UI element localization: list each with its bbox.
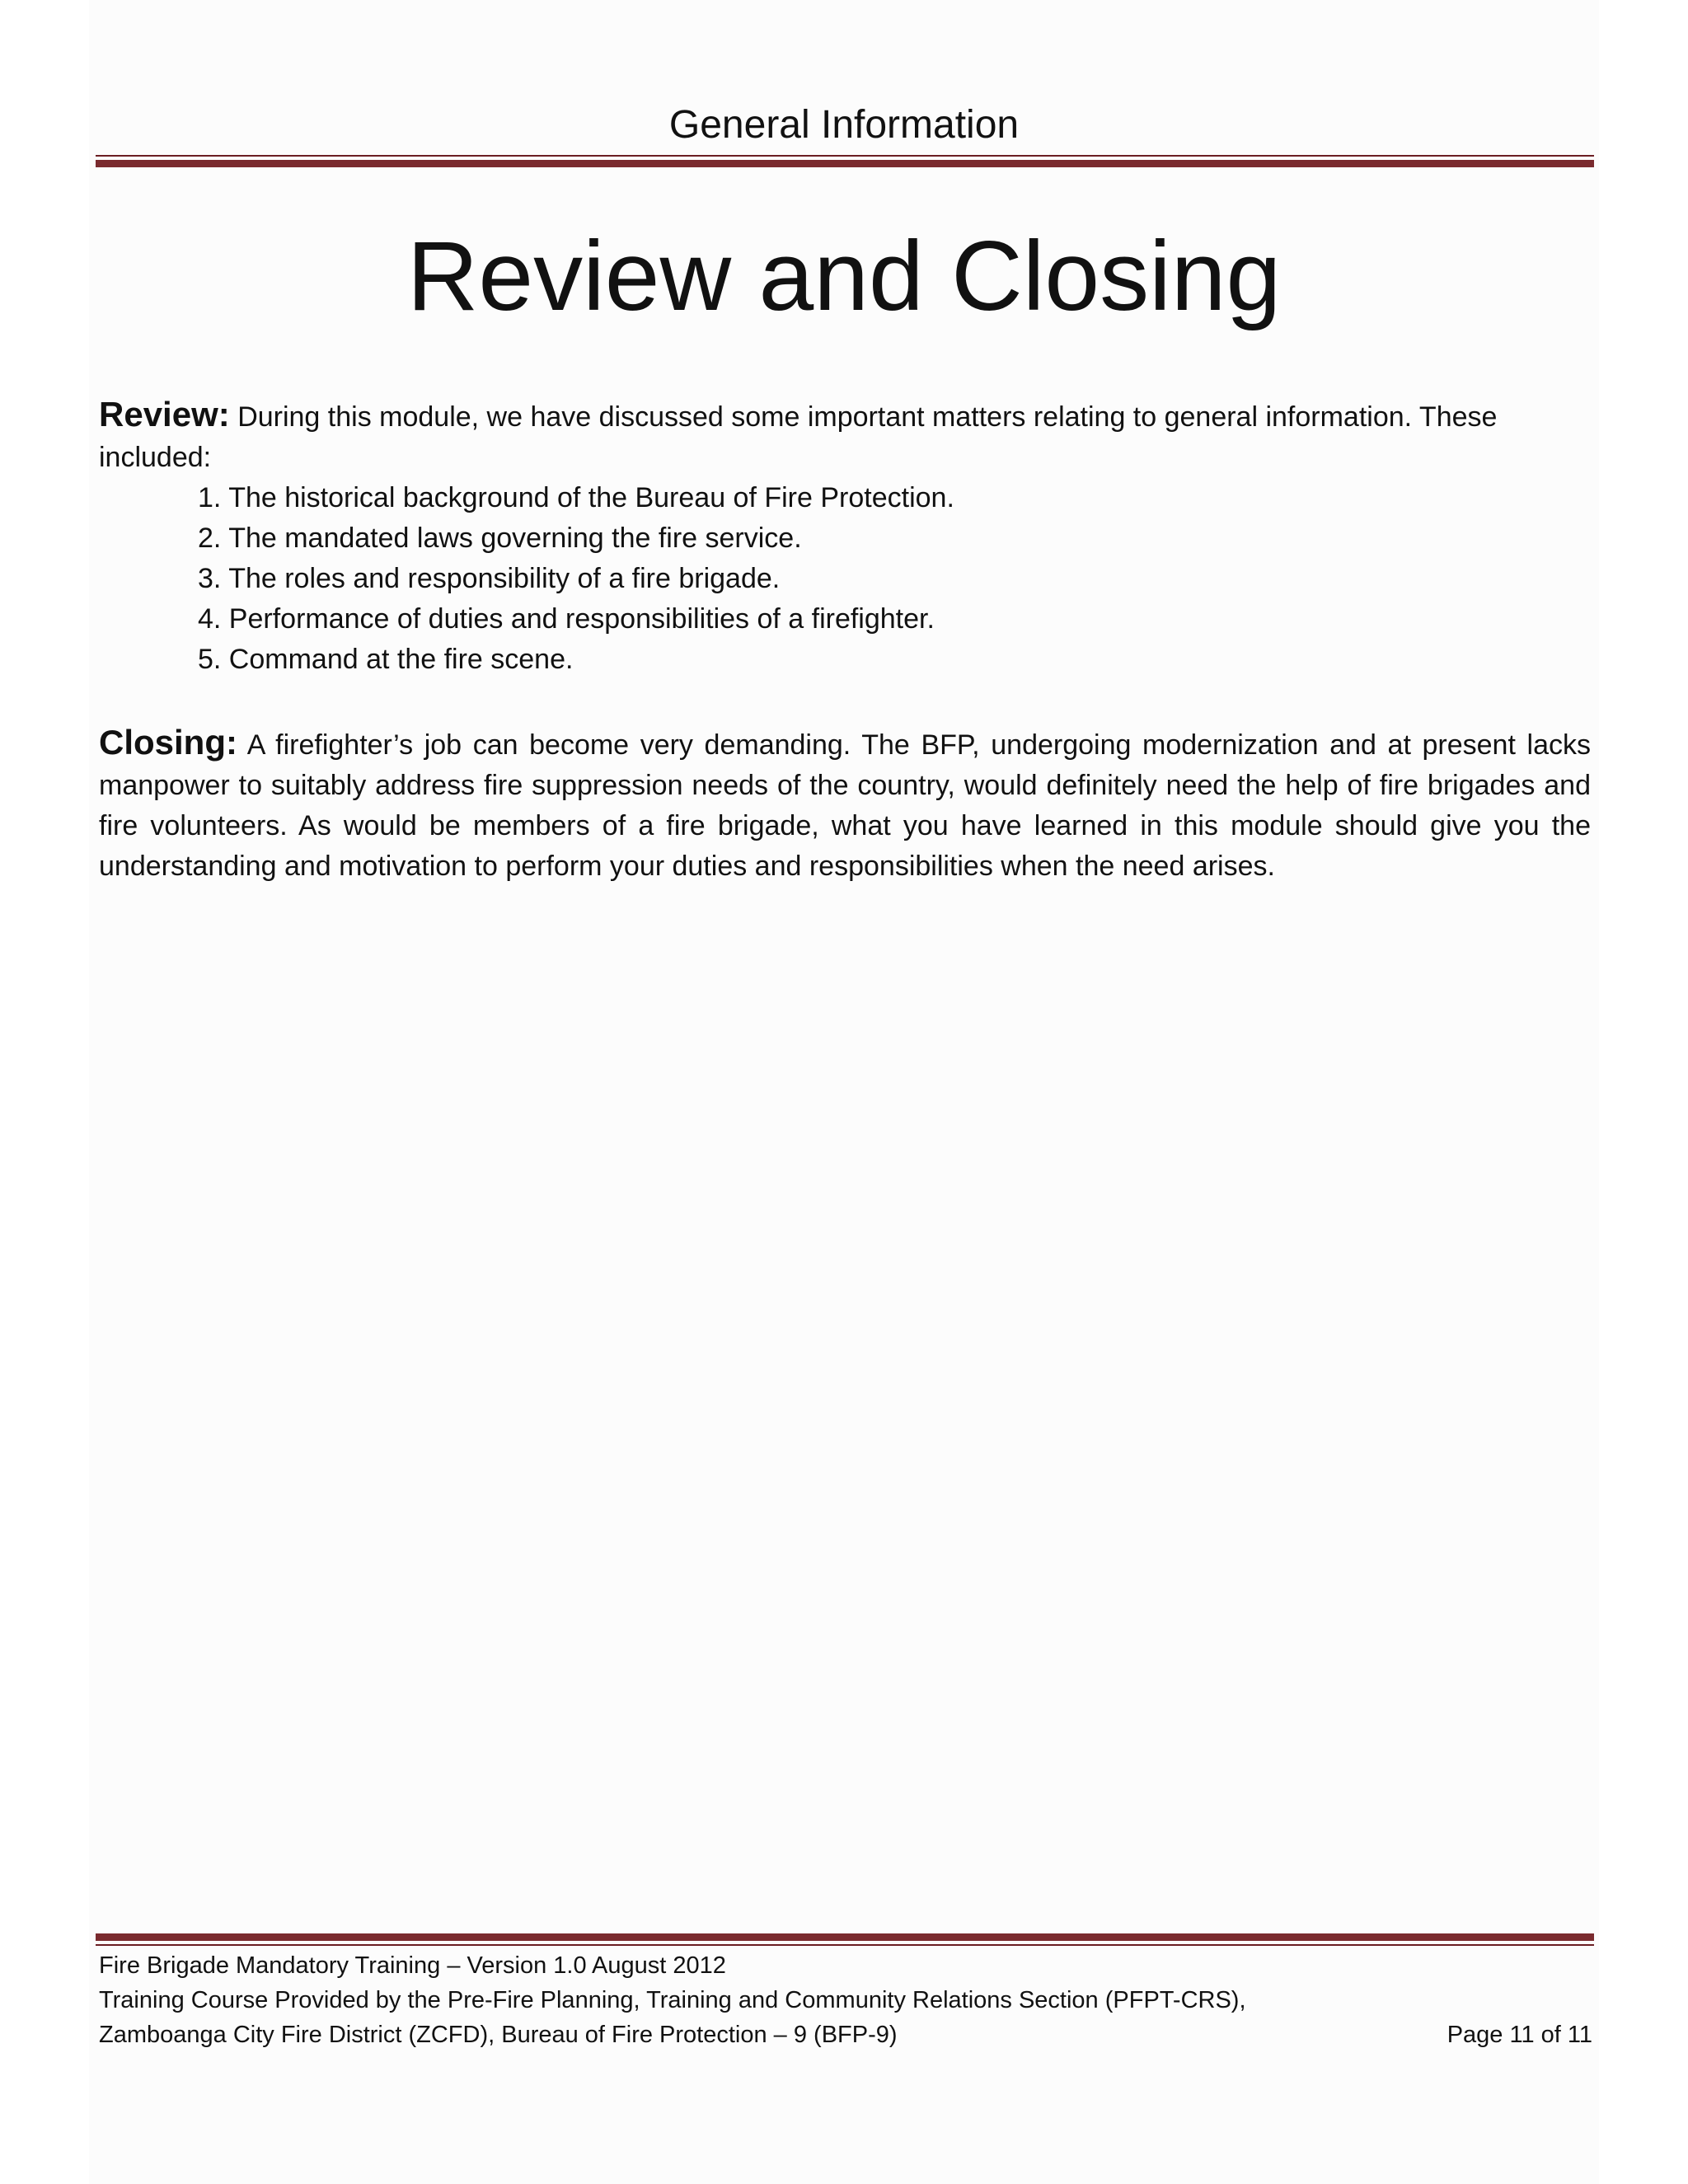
review-text: During this module, we have discussed some important matters relating to general information. These included: — [99, 401, 1498, 473]
page-number: Page 11 of 11 — [1447, 2022, 1592, 2048]
page-title: Review and Closing — [406, 221, 1282, 331]
list-item: 3. The roles and responsibility of a fire brigade. — [198, 563, 781, 594]
review-section — [99, 394, 1591, 680]
list-item: 4. Performance of duties and responsibilities of a firefighter. — [198, 603, 935, 635]
footer-version: Fire Brigade Mandatory Training – Version 1.0 August 2012 — [99, 1952, 726, 1979]
footer-divider — [96, 1933, 1594, 1946]
review-topic-list — [99, 478, 1591, 680]
header-title: General Information — [668, 103, 1020, 147]
footer-provider: Training Course Provided by the Pre-Fire Planning, Training and Community Relations Section (PFPT-CRS), — [99, 1987, 1246, 2013]
list-item: 5. Command at the fire scene. — [198, 644, 574, 675]
closing-text: A firefighter’s job can become very demanding. The BFP, undergoing modernization and at present lacks manpower to suitably address fire suppression needs of the country, would definitely need the help of fire brigades and fire volunteers. As would be members of a fire brigade, what you have learned in this module should give you the understanding and motivation to perform your duties and responsibilities when the need arises. — [99, 729, 1591, 882]
closing-label: Closing: — [99, 723, 237, 762]
footer-last-row — [99, 2018, 1592, 2052]
document-page — [89, 0, 1599, 2184]
list-item: 2. The mandated laws governing the fire service. — [198, 523, 802, 554]
page-footer — [99, 1948, 1592, 2052]
footer-divider-thick-line — [96, 1933, 1594, 1941]
footer-organization: Zamboanga City Fire District (ZCFD), Bureau of Fire Protection – 9 (BFP-9) — [99, 2022, 898, 2048]
closing-section — [99, 722, 1591, 887]
review-paragraph — [99, 394, 1591, 478]
footer-divider-thin-line — [96, 1944, 1594, 1946]
review-label: Review: — [99, 395, 230, 434]
header-divider — [96, 155, 1594, 167]
header-divider-thick-line — [96, 160, 1594, 167]
list-item: 1. The historical background of the Bureau of Fire Protection. — [198, 482, 954, 513]
